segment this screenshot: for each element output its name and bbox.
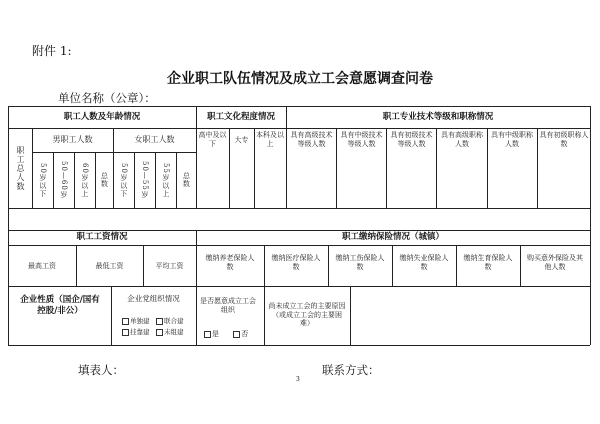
title-senior: 具有高级职称人数 — [441, 131, 483, 148]
party-org-option-none[interactable]: 未组建 — [156, 328, 184, 336]
party-org-label: 企业党组织情况 — [127, 294, 180, 304]
checkbox-icon — [122, 329, 129, 336]
education-bachelor: 本科及以上 — [256, 131, 284, 148]
contact-label: 联系方式： — [322, 363, 380, 377]
insurance-injury: 缴纳工伤保险人数 — [335, 254, 385, 271]
checkbox-icon — [156, 318, 163, 325]
attachment-label: 附件 1: — [32, 44, 72, 58]
female-total: 总数 — [182, 172, 191, 188]
male-age-50-60: 50—60岁 — [59, 161, 68, 199]
wage-min: 最低工资 — [95, 261, 124, 270]
insurance-unemployment: 缴纳失业保险人数 — [399, 254, 449, 271]
page-title: 企业职工队伍情况及成立工会意愿调查问卷 — [167, 71, 433, 87]
wage-average: 平均工资 — [155, 261, 184, 270]
insurance-header: 职工缴纳保险情况（城镇） — [341, 232, 444, 243]
unit-name-label: 单位名称（公章）： — [58, 91, 156, 105]
education-college: 大专 — [234, 135, 249, 144]
union-willing-options — [204, 329, 248, 339]
insurance-medical: 缴纳医疗保险人数 — [271, 254, 321, 271]
insurance-maternity: 缴纳生育保险人数 — [463, 254, 513, 271]
female-age-under50: 50岁以下 — [119, 162, 128, 198]
party-org-option-single[interactable]: 单独建 — [122, 316, 156, 327]
party-org-option-joint[interactable]: 联合建 — [156, 317, 184, 325]
count-age-header: 职工人数及年龄情况 — [63, 111, 141, 122]
tech-header: 职工专业技术等级和职称情况 — [382, 111, 494, 122]
page-number: 3 — [296, 376, 300, 383]
tech-junior-level: 具有初级技术等级人数 — [390, 131, 433, 148]
party-org-options — [122, 316, 194, 338]
female-age-over55: 55岁以上 — [161, 162, 170, 198]
union-willing-no[interactable]: 否 — [233, 330, 248, 338]
insurance-pension: 缴纳养老保险人数 — [205, 254, 255, 271]
female-staff-header: 女职工人数 — [134, 135, 175, 144]
difficulty-label: 尚未成立工会的主要原因（或成立工会的主要困难） — [268, 301, 346, 328]
wage-max: 最高工资 — [28, 261, 56, 270]
title-middle: 具有中级职称人数 — [491, 131, 533, 148]
checkbox-icon — [156, 329, 163, 336]
enterprise-nature-label: 企业性质（国企/国有控股/非公） — [20, 295, 100, 316]
difficulty-answer-area[interactable] — [351, 287, 589, 344]
male-total: 总数 — [100, 172, 109, 188]
wage-header: 职工工资情况 — [76, 232, 128, 243]
male-staff-header: 男职工人数 — [52, 135, 93, 144]
union-willing-label: 是否愿意成立工会组织 — [200, 297, 256, 314]
filler-label: 填表人： — [78, 363, 124, 377]
insurance-accident-other: 购买意外保险及其他人数 — [527, 254, 583, 271]
checkbox-icon — [122, 318, 129, 325]
title-junior: 具有初级职称人数 — [539, 131, 589, 148]
checkbox-icon — [233, 331, 240, 338]
female-age-50-55: 50—55岁 — [140, 161, 149, 199]
male-age-under50: 50岁以下 — [38, 162, 47, 198]
checkbox-icon — [204, 331, 211, 338]
education-header: 职工文化程度情况 — [206, 111, 275, 122]
party-org-option-affiliated[interactable]: 挂靠建 — [122, 327, 156, 338]
total-staff-header: 职工总人数 — [16, 145, 25, 191]
union-willing-yes[interactable]: 是 — [204, 330, 219, 338]
education-high-school: 高中及以下 — [198, 131, 227, 148]
tech-senior-level: 具有高级技术等级人数 — [290, 131, 333, 148]
male-age-over60: 60岁以上 — [80, 162, 89, 198]
tech-middle-level: 具有中级技术等级人数 — [340, 131, 383, 148]
